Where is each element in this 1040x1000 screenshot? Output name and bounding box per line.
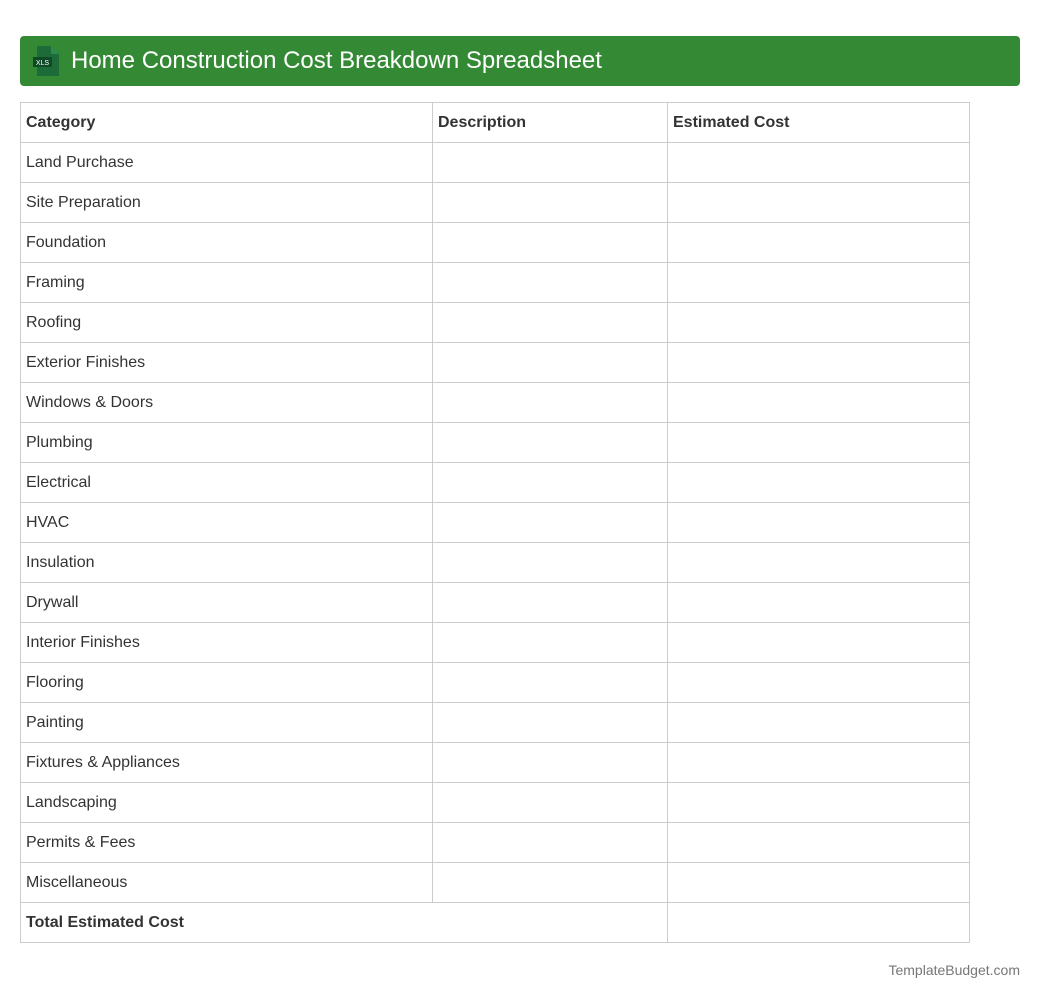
table-row — [21, 423, 970, 463]
total-row — [21, 903, 970, 943]
table-row — [21, 863, 970, 903]
cost-cell[interactable] — [668, 823, 970, 863]
column-header: Category — [21, 103, 433, 143]
footer-brand: TemplateBudget.com — [888, 962, 1020, 978]
description-cell[interactable] — [433, 303, 668, 343]
description-cell[interactable] — [433, 343, 668, 383]
category-cell: Exterior Finishes — [21, 343, 433, 383]
description-cell[interactable] — [433, 583, 668, 623]
cost-cell[interactable] — [668, 583, 970, 623]
category-cell: Permits & Fees — [21, 823, 433, 863]
description-cell[interactable] — [433, 623, 668, 663]
category-cell: HVAC — [21, 503, 433, 543]
cost-cell[interactable] — [668, 263, 970, 303]
category-cell: Electrical — [21, 463, 433, 503]
table-row — [21, 383, 970, 423]
table-row — [21, 343, 970, 383]
category-cell: Miscellaneous — [21, 863, 433, 903]
table-row — [21, 823, 970, 863]
page-header — [20, 36, 1020, 86]
cost-cell[interactable] — [668, 343, 970, 383]
category-cell: Plumbing — [21, 423, 433, 463]
table-row — [21, 743, 970, 783]
cost-cell[interactable] — [668, 703, 970, 743]
category-cell: Site Preparation — [21, 183, 433, 223]
cost-cell[interactable] — [668, 423, 970, 463]
description-cell[interactable] — [433, 863, 668, 903]
category-cell: Drywall — [21, 583, 433, 623]
column-header: Estimated Cost — [668, 103, 970, 143]
table-row — [21, 543, 970, 583]
category-cell: Roofing — [21, 303, 433, 343]
table-row — [21, 223, 970, 263]
description-cell[interactable] — [433, 223, 668, 263]
cost-cell[interactable] — [668, 503, 970, 543]
description-cell[interactable] — [433, 663, 668, 703]
description-cell[interactable] — [433, 463, 668, 503]
cost-cell[interactable] — [668, 863, 970, 903]
description-cell[interactable] — [433, 543, 668, 583]
table-row — [21, 623, 970, 663]
description-cell[interactable] — [433, 703, 668, 743]
description-cell[interactable] — [433, 263, 668, 303]
cost-cell[interactable] — [668, 543, 970, 583]
total-label: Total Estimated Cost — [21, 903, 668, 943]
table-row — [21, 263, 970, 303]
table-row — [21, 183, 970, 223]
description-cell[interactable] — [433, 743, 668, 783]
page-title: Home Construction Cost Breakdown Spreadsheet — [71, 47, 602, 74]
cost-cell[interactable] — [668, 663, 970, 703]
total-cost-cell[interactable] — [668, 903, 970, 943]
table-row — [21, 783, 970, 823]
cost-cell[interactable] — [668, 743, 970, 783]
category-cell: Interior Finishes — [21, 623, 433, 663]
table-row — [21, 663, 970, 703]
description-cell[interactable] — [433, 183, 668, 223]
description-cell[interactable] — [433, 783, 668, 823]
description-cell[interactable] — [433, 423, 668, 463]
table-row — [21, 303, 970, 343]
table-row — [21, 703, 970, 743]
category-cell: Fixtures & Appliances — [21, 743, 433, 783]
cost-cell[interactable] — [668, 383, 970, 423]
table-row — [21, 583, 970, 623]
category-cell: Flooring — [21, 663, 433, 703]
cost-table — [20, 102, 970, 943]
category-cell: Painting — [21, 703, 433, 743]
category-cell: Framing — [21, 263, 433, 303]
category-cell: Foundation — [21, 223, 433, 263]
cost-cell[interactable] — [668, 183, 970, 223]
description-cell[interactable] — [433, 143, 668, 183]
table-row — [21, 503, 970, 543]
cost-cell[interactable] — [668, 223, 970, 263]
xls-file-icon — [33, 46, 59, 76]
description-cell[interactable] — [433, 383, 668, 423]
category-cell: Windows & Doors — [21, 383, 433, 423]
cost-cell[interactable] — [668, 143, 970, 183]
description-cell[interactable] — [433, 503, 668, 543]
table-row — [21, 143, 970, 183]
cost-cell[interactable] — [668, 783, 970, 823]
description-cell[interactable] — [433, 823, 668, 863]
column-header: Description — [433, 103, 668, 143]
svg-text:XLS: XLS — [35, 60, 50, 67]
category-cell: Landscaping — [21, 783, 433, 823]
category-cell: Land Purchase — [21, 143, 433, 183]
cost-cell[interactable] — [668, 303, 970, 343]
table-row — [21, 463, 970, 503]
category-cell: Insulation — [21, 543, 433, 583]
cost-cell[interactable] — [668, 463, 970, 503]
cost-cell[interactable] — [668, 623, 970, 663]
